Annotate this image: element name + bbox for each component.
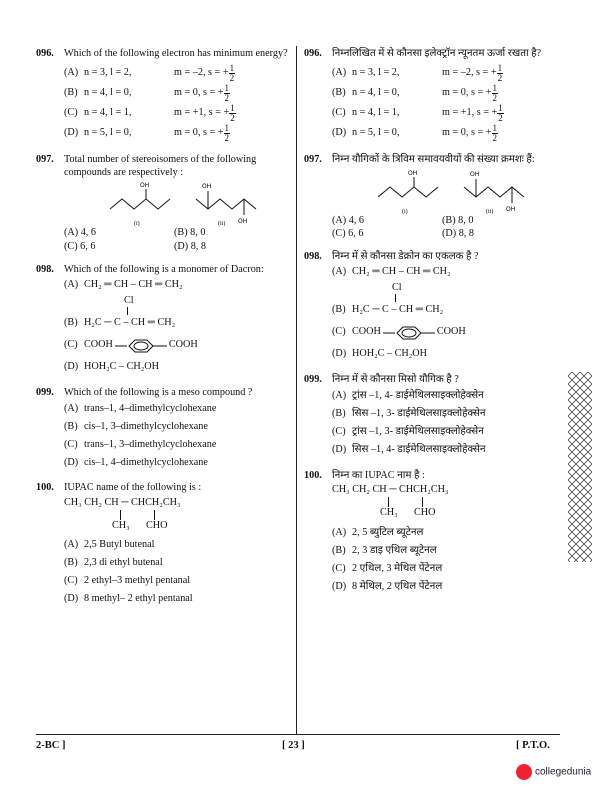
- fraction-half: [492, 84, 499, 103]
- option-text: cis–1, 4–dimethylcyclohexane: [84, 456, 208, 468]
- fraction-denominator: 2: [492, 133, 497, 144]
- option-cell: [64, 227, 174, 240]
- question-number: 099.: [36, 386, 54, 398]
- cooh-left: COOH: [352, 326, 381, 338]
- option-quantum-ms: m = 0, s = +: [174, 87, 224, 99]
- substituent-ch3: CH₃: [380, 507, 398, 518]
- iupac-formula: CH₃ CH₂ CH ─ CHCH₂CH₃: [64, 497, 181, 508]
- question-number: 098.: [36, 263, 54, 275]
- option-quantum-nl: n = 3, l = 2,: [352, 67, 400, 79]
- question-100-hindi: [304, 470, 562, 597]
- option-value: 4, 6: [348, 214, 364, 226]
- option-row: [64, 84, 292, 104]
- option-row: [332, 84, 562, 104]
- option-quantum-ms: m = 0, s = +: [174, 127, 224, 139]
- option-c: [64, 337, 292, 355]
- option-label: (A): [64, 402, 79, 414]
- option-text: 8 methyl– 2 ethyl pentanal: [84, 593, 193, 605]
- option-label: (B): [64, 420, 78, 432]
- option-text: 2 ethyl–3 methyl pentanal: [84, 575, 191, 587]
- option-quantum-ms: m = –2, s = +: [174, 67, 229, 79]
- option-label: (B): [442, 214, 459, 226]
- skeletal-structures-svg: [364, 167, 544, 215]
- option-value: 8, 0: [458, 214, 474, 226]
- option-text: 2, 3 डाइ एथिल ब्यूटेनल: [352, 544, 437, 556]
- option-row: [332, 578, 562, 596]
- option-a: [332, 264, 562, 282]
- question-text: IUPAC name of the following is :: [64, 482, 202, 494]
- option-text: 2,3 di ethyl butenal: [84, 557, 163, 569]
- option-label: (A): [332, 266, 347, 278]
- skeletal-structures-svg: [96, 179, 276, 227]
- question-100: [36, 482, 292, 609]
- option-label: (D): [64, 456, 79, 468]
- option-text: trans–1, 3–dimethylcyclohexane: [84, 438, 217, 450]
- question-97-hindi: [304, 154, 562, 241]
- option-label: (C): [64, 241, 81, 252]
- question-number: 096.: [36, 48, 54, 59]
- question-number: 096.: [304, 48, 322, 59]
- benzene-ring-icon: [381, 325, 437, 341]
- option-row: [64, 573, 292, 591]
- cooh-right: COOH: [436, 326, 466, 338]
- option-value: 6, 6: [348, 228, 364, 240]
- question-text: Which of the following electron has minimum energy?: [64, 48, 288, 59]
- option-label: (C): [332, 107, 346, 119]
- option-label: (A): [332, 526, 347, 538]
- option-b: [64, 315, 292, 333]
- option-cell: [442, 215, 552, 228]
- option-row: [332, 388, 562, 406]
- substituent-cho: CHO: [146, 519, 168, 531]
- cl-substituent: Cl: [124, 294, 134, 306]
- option-quantum-nl: n = 4, l = 0,: [352, 87, 400, 99]
- question-98-hindi: [304, 251, 562, 364]
- oh-label: OH: [202, 183, 212, 191]
- mol-label-ii: (ii): [218, 221, 226, 228]
- pto-label: [ P.T.O.: [516, 740, 550, 751]
- fraction-denominator: 2: [224, 133, 229, 144]
- fraction-denominator: 2: [230, 113, 235, 124]
- oh-label: OH: [140, 182, 150, 190]
- option-quantum-ms: m = 0, s = +: [442, 87, 492, 99]
- option-text: 2 एथिल, 3 मेथिल पेंटेनल: [352, 562, 443, 574]
- formula-bonds: [64, 510, 292, 520]
- option-row: [332, 64, 562, 84]
- question-number: 100.: [304, 469, 322, 481]
- question-number: 097.: [304, 153, 322, 165]
- fraction-numerator: 1: [224, 83, 229, 94]
- molecule-structures: [96, 179, 292, 227]
- iupac-formula: CH₃ CH₂ CH ─ CHCH₂CH₃: [332, 484, 449, 496]
- option-quantum-nl: n = 3, l = 2,: [84, 67, 132, 79]
- substituent-cho: CHO: [414, 507, 436, 518]
- option-cell: [174, 241, 284, 254]
- fraction-denominator: 2: [498, 113, 503, 124]
- question-text: निम्न का IUPAC नाम है :: [332, 469, 425, 481]
- column-divider: [296, 46, 297, 734]
- option-value: 4, 6: [80, 227, 96, 239]
- option-quantum-nl: n = 4, l = 0,: [84, 87, 132, 99]
- hindi-column: [304, 48, 562, 606]
- option-label: (A): [64, 67, 79, 79]
- option-label: (C): [332, 426, 346, 438]
- option-c: [332, 324, 562, 342]
- fraction-half: [497, 64, 504, 83]
- option-label: (D): [332, 580, 347, 592]
- footer-rule: [36, 734, 560, 735]
- fraction-half: [229, 104, 236, 123]
- option-quantum-nl: n = 5, l = 0,: [84, 127, 132, 139]
- option-row: [64, 104, 292, 124]
- option-row: [64, 454, 292, 472]
- option-label: (B): [64, 317, 78, 329]
- option-label: (C): [332, 326, 346, 338]
- cl-bond: [395, 294, 396, 302]
- option-label: (B): [332, 544, 346, 556]
- option-label: (A): [64, 279, 79, 291]
- option-label: (A): [64, 227, 81, 239]
- option-label: (D): [442, 228, 459, 240]
- option-formula: HOH₂C – CH₂OH: [352, 348, 428, 360]
- option-formula: H₂C ─ C – CH ═ CH₂: [352, 304, 444, 316]
- option-label: (C): [64, 107, 78, 119]
- option-value: 6, 6: [80, 241, 96, 252]
- fraction-denominator: 2: [492, 93, 497, 104]
- fraction-numerator: 1: [497, 63, 503, 74]
- option-text: 8 मेथिल, 2 एथिल पेंटेनल: [352, 580, 443, 592]
- option-text: सिस –1, 4- डाईमेथिलसाइक्लोहेक्सेन: [352, 444, 486, 456]
- option-text: cis–1, 3–dimethylcyclohexane: [84, 420, 208, 432]
- option-row: [332, 524, 562, 542]
- option-formula: CH₂ ═ CH – CH ═ CH₂: [352, 266, 451, 278]
- option-d: [64, 359, 292, 377]
- formula-bonds: [332, 497, 562, 507]
- option-row: [332, 124, 562, 144]
- decorative-border-pattern: [568, 372, 592, 562]
- question-text: निम्न यौगिकों के त्रिविम समावयवीयों की संख्या क्रमशः हैं:: [332, 153, 535, 165]
- option-b: [332, 302, 562, 320]
- option-label: (D): [332, 348, 347, 360]
- option-row: [332, 406, 562, 424]
- question-number: 099.: [304, 373, 322, 385]
- substituent-ch3: CH₃: [112, 519, 130, 531]
- question-99: [36, 387, 292, 473]
- booklet-code: 2-BC ]: [36, 740, 66, 751]
- cooh-left: COOH: [84, 339, 113, 351]
- question-number: 098.: [304, 251, 322, 262]
- option-row: [64, 400, 292, 418]
- question-96-hindi: [304, 48, 562, 144]
- mol-label-i: (i): [402, 208, 408, 215]
- option-row: [64, 436, 292, 454]
- option-text: trans–1, 4–dimethylcyclohexane: [84, 402, 217, 414]
- option-row: [332, 560, 562, 578]
- molecule-structures: [364, 167, 562, 215]
- oh-label: OH: [408, 169, 418, 177]
- option-label: (B): [174, 227, 191, 239]
- question-96: [36, 48, 292, 144]
- option-text: ट्रांस –1, 4- डाईमेथिलसाइक्लोहेक्सेन: [352, 390, 484, 402]
- question-text: निम्नलिखित में से कौनसा इलेक्ट्रॉन न्यूनतम ऊर्जा रखता है?: [332, 48, 542, 59]
- fraction-half: [492, 124, 499, 143]
- question-text: निम्न में से कौनसा डेक्रोन का एकलक है ?: [332, 251, 479, 262]
- option-label: (C): [332, 228, 349, 240]
- option-value: 8, 8: [458, 228, 474, 240]
- option-value: 8, 8: [190, 241, 206, 252]
- fraction-half: [497, 104, 504, 123]
- benzene-ring-icon: [113, 338, 169, 354]
- option-quantum-ms: m = 0, s = +: [442, 127, 492, 139]
- option-row: [64, 64, 292, 84]
- option-text: ट्रांस –1, 3- डाईमेथिलसाइक्लोहेक्सेन: [352, 426, 484, 438]
- option-cell: [174, 227, 284, 240]
- option-cell: [64, 241, 174, 254]
- question-99-hindi: [304, 374, 562, 460]
- oh-label: OH: [506, 205, 516, 213]
- option-cell: [442, 228, 552, 241]
- option-row: [64, 418, 292, 436]
- question-number: 100.: [36, 482, 54, 494]
- option-text: सिस –1, 3- डाईमेथिलसाइक्लोहेक्सेन: [352, 408, 486, 420]
- fraction-numerator: 1: [492, 123, 497, 134]
- fraction-numerator: 1: [492, 83, 497, 94]
- fraction-denominator: 2: [229, 73, 235, 84]
- option-row: [332, 424, 562, 442]
- option-quantum-ms: m = +1, s = +: [442, 107, 498, 119]
- option-cell: [332, 215, 442, 228]
- fraction-half: [224, 84, 231, 103]
- option-label: (B): [64, 557, 78, 569]
- option-label: (D): [64, 593, 79, 605]
- option-label: (D): [332, 127, 347, 139]
- question-text: Total number of stereoisomers of the following compounds are respectively :: [64, 153, 257, 178]
- fraction-half: [229, 64, 236, 83]
- option-text: 2, 5 ब्युटिल ब्यूटेनल: [352, 526, 424, 538]
- question-text: Which of the following is a monomer of Dacron:: [64, 263, 264, 275]
- option-label: (C): [64, 438, 78, 450]
- option-label: (B): [332, 408, 346, 420]
- option-row: [332, 442, 562, 460]
- option-label: (C): [64, 339, 78, 351]
- option-row: [64, 537, 292, 555]
- oh-label: OH: [238, 218, 248, 226]
- question-text: निम्न में से कौनसा मिसो यौगिक है ?: [332, 373, 459, 385]
- option-quantum-ms: m = +1, s = +: [174, 107, 230, 119]
- option-label: (A): [332, 390, 347, 402]
- option-row: [332, 542, 562, 560]
- oh-label: OH: [470, 170, 480, 178]
- option-row: [64, 591, 292, 609]
- option-label: (D): [64, 127, 79, 139]
- fraction-numerator: 1: [230, 103, 235, 114]
- option-a: [64, 277, 292, 295]
- cl-substituent: Cl: [392, 281, 402, 293]
- option-formula: HOH₂C – CH₂OH: [84, 361, 160, 373]
- question-98: [36, 264, 292, 377]
- question-97: [36, 154, 292, 254]
- question-text: Which of the following is a meso compound ?: [64, 386, 253, 398]
- option-label: (B): [64, 87, 78, 99]
- fraction-numerator: 1: [224, 123, 229, 134]
- logo-icon: [516, 764, 532, 780]
- fraction-denominator: 2: [497, 73, 503, 84]
- english-column: [36, 48, 292, 619]
- fraction-numerator: 1: [229, 63, 235, 74]
- option-label: (B): [332, 87, 346, 99]
- option-cell: [332, 228, 442, 241]
- option-label: (D): [64, 361, 79, 373]
- option-quantum-nl: n = 4, l = 1,: [352, 107, 400, 119]
- cooh-right: COOH: [168, 339, 198, 351]
- option-quantum-ms: m = –2, s = +: [442, 67, 497, 79]
- mol-label-i: (i): [134, 221, 140, 228]
- option-d: [332, 346, 562, 364]
- option-label: (C): [332, 562, 346, 574]
- option-quantum-nl: n = 5, l = 0,: [352, 127, 400, 139]
- page-number: [ 23 ]: [282, 740, 305, 751]
- logo-text: collegedunia: [535, 766, 592, 778]
- fraction-numerator: 1: [498, 103, 503, 114]
- option-row: [64, 555, 292, 573]
- option-label: (D): [174, 241, 191, 252]
- option-row: [64, 124, 292, 144]
- option-value: 8, 0: [190, 227, 206, 239]
- option-formula: CH₂ ═ CH – CH ═ CH₂: [84, 279, 183, 291]
- option-formula: H₂C ─ C – CH ═ CH₂: [84, 317, 176, 329]
- option-label: (C): [64, 575, 78, 587]
- option-label: (A): [332, 67, 347, 79]
- cl-bond: [127, 307, 128, 315]
- option-quantum-nl: n = 4, l = 1,: [84, 107, 132, 119]
- mol-label-ii: (ii): [486, 208, 494, 215]
- fraction-denominator: 2: [224, 93, 229, 104]
- option-label: (A): [64, 539, 79, 551]
- option-label: (A): [332, 214, 349, 226]
- option-label: (B): [332, 304, 346, 316]
- collegedunia-logo: [516, 764, 591, 780]
- question-number: 097.: [36, 153, 54, 165]
- option-row: [332, 104, 562, 124]
- fraction-half: [224, 124, 231, 143]
- option-label: (D): [332, 444, 347, 456]
- option-text: 2,5 Butyl butenal: [84, 539, 155, 551]
